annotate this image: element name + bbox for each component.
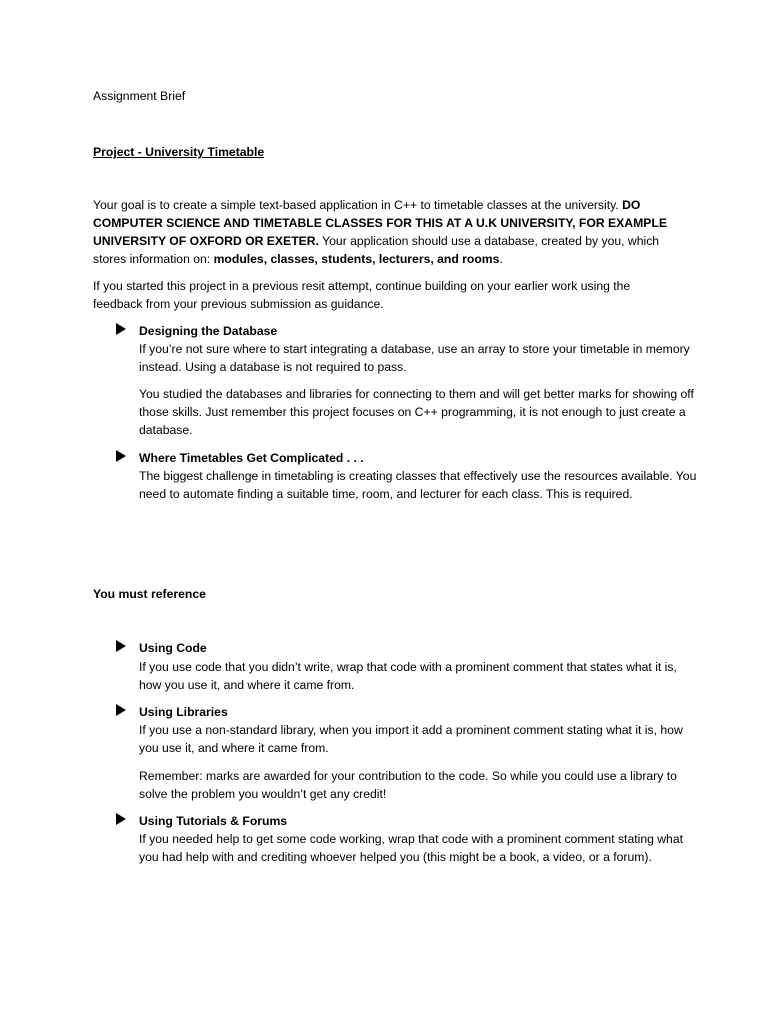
reference-heading: You must reference (93, 587, 206, 601)
intro-paragraph-2: If you started this project in a previous resit attempt, continue building on your earlier work using the feedback from your previous submission as guidance. (93, 279, 631, 311)
intro-text-b: Your application should use a database, created by you, which stores information on: (93, 234, 660, 266)
reference-tutorials-paragraph-1: If you needed help to get some code working, wrap that code with a prominent comment stating what you had help with and crediting whoever helped you (this might be a book, a video, or a forum). (139, 832, 684, 864)
doc-title: Project - University Timetable (93, 145, 265, 159)
play-triangle-icon (115, 450, 129, 464)
play-triangle-icon (115, 704, 129, 718)
section-complicated-paragraph-1: The biggest challenge in timetabling is creating classes that effectively use the resources available. You need to automate finding a suitable time, room, and lecturer for each class. This is required. (139, 469, 697, 501)
reference-libraries-paragraph-2: Remember: marks are awarded for your contribution to the code. So while you could use a library to solve the problem you wouldn’t get any credit! (139, 769, 677, 801)
doc-heading: Assignment Brief (93, 89, 186, 103)
play-triangle-icon (115, 640, 129, 654)
intro-text-a: Your goal is to create a simple text-based application in C++ to timetable classes at the university. (93, 198, 619, 212)
reference-heading-tutorials: Using Tutorials & Forums (139, 814, 288, 828)
section-database-paragraph-2: You studied the databases and libraries for connecting to them and will get better marks for showing off those skills. Just remember this project focuses on C++ programming, it is not enough to just create a database. (139, 387, 694, 437)
section-database-paragraph-1: If you’re not sure where to start integrating a database, use an array to store your timetable in memory instead. Using a database is not required to pass. (139, 342, 690, 374)
section-heading-complicated: Where Timetables Get Complicated . . . (139, 451, 364, 465)
reference-libraries-paragraph-1: If you use a non-standard library, when you import it add a prominent comment stating what it is, how you use it, and where it came from. (139, 723, 683, 755)
intro-paragraph-1 (93, 196, 683, 268)
play-triangle-icon (115, 813, 129, 827)
reference-code-paragraph-1: If you use code that you didn’t write, wrap that code with a prominent comment that states what it is, how you use it, and where it came from. (139, 660, 677, 692)
reference-heading-code: Using Code (139, 641, 207, 655)
play-triangle-icon (115, 323, 129, 337)
intro-text-end: . (499, 252, 503, 266)
intro-bold-entities: modules, classes, students, lecturers, and rooms (213, 252, 500, 266)
section-heading-database: Designing the Database (139, 324, 278, 338)
reference-heading-libraries: Using Libraries (139, 705, 228, 719)
intro-bold-instruction: DO COMPUTER SCIENCE AND TIMETABLE CLASSES FOR THIS AT A U.K UNIVERSITY, FOR EXAMPLE UNIVERSITY OF OXFORD OR EXETER. (93, 198, 667, 248)
